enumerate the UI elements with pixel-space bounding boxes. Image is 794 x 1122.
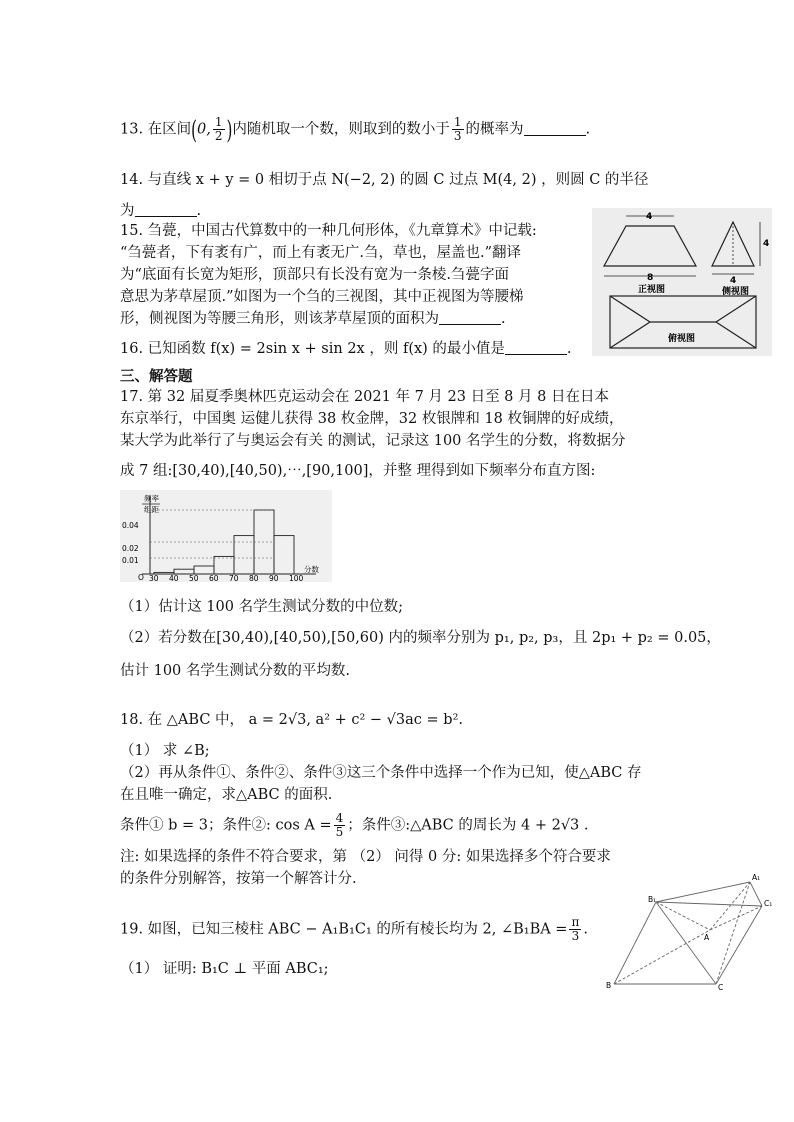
histogram-bar-3: [214, 556, 234, 574]
q17-line3: 某大学为此举行了与奥运会有关 的测试，记录这 100 名学生的分数，将数据分: [120, 433, 626, 449]
q17-sub2b: 估计 100 名学生测试分数的平均数.: [120, 663, 351, 679]
bottom-dim: 8: [647, 273, 654, 283]
q13-fraction: $\frac{1}{2}$: [214, 115, 223, 143]
section-title: 三、解答题: [120, 369, 193, 385]
x-tick-40: 40: [169, 574, 179, 582]
q17-sub1: （1）估计这 100 名学生测试分数的中位数;: [120, 599, 404, 615]
q15-line1: 15. 刍甍，中国古代算数中的一种几何形体，《九章算术》中记载:: [120, 223, 537, 239]
side-base-dim: 4: [730, 276, 737, 286]
answer-blank: [439, 310, 501, 325]
cos-fraction: $\frac{4}{5}$: [335, 811, 344, 839]
q18-line1: 18. 在 △ABC 中， a = 2√3, a² + c² − √3ac = b².: [120, 712, 463, 728]
q15-line3: 为“底面有长宽为矩形，顶部只有长没有宽为一条棱.刍甍字面: [120, 267, 510, 283]
top-dim: 4: [646, 212, 653, 222]
y-tick-0.02: 0.02: [122, 544, 139, 553]
q13-interval: 0,: [197, 121, 211, 138]
y-tick-0.04: 0.04: [122, 521, 139, 530]
histogram-svg: [120, 490, 332, 582]
histogram-bars: [150, 510, 294, 574]
q13-prefix: 13. 在区间: [120, 121, 192, 138]
q18-sub1: （1） 求 ∠B;: [120, 743, 210, 759]
q18-note1: 注: 如果选择的条件不符合要求，第 （2） 问得 0 分: 如果选择多个符合要求: [120, 849, 611, 865]
x-tick-100: 100: [289, 574, 304, 582]
q14-line2: 为 .: [120, 203, 202, 219]
x-tick-50: 50: [189, 574, 199, 582]
q13-mid: 内随机取一个数，则取到的数小于: [232, 121, 450, 138]
q17-line2: 东京举行，中国奥 运健儿获得 38 枚金牌，32 枚银牌和 18 枚铜牌的好成绩，: [120, 411, 624, 427]
side-view-label: 侧视图: [722, 287, 750, 297]
q13-fraction-2: $\frac{1}{3}$: [453, 115, 462, 143]
label-c1: C₁: [764, 899, 773, 908]
front-view: [604, 216, 696, 276]
label-a1: A₁: [752, 873, 761, 882]
top-view-label: 俯视图: [668, 334, 696, 344]
q15-line5: 形，侧视图为等腰三角形，则该茅草屋顶的面积为 .: [120, 311, 506, 327]
q13-line: 13. 在区间(0, $\frac{1}{2}$ )内随机取一个数，则取到的数小于 $\frac{1}{3}$ 的概率为 .: [120, 114, 591, 145]
label-b: B: [606, 981, 612, 990]
x-tick-90: 90: [269, 574, 279, 582]
y-label-bottom: 组距: [144, 505, 159, 514]
angle-fraction: $\frac{\pi}{3}$: [571, 915, 580, 943]
three-view-svg: [592, 208, 772, 356]
histogram-bar-6: [274, 536, 294, 574]
x-tick-80: 80: [249, 574, 259, 582]
x-tick-30: 30: [149, 574, 159, 582]
y-label-top: 频率: [144, 494, 159, 503]
prism-svg: [606, 866, 786, 994]
q15-line2: “刍甍者，下有袤有广，而上有袤无广.刍，草也，屋盖也.”翻译: [120, 245, 522, 261]
q16-line: 16. 已知函数 f(x) = 2sin x + sin 2x ，则 f(x) 的最小值是 .: [120, 341, 572, 357]
answer-blank: [524, 121, 586, 136]
label-a: A: [704, 933, 710, 942]
side-height-dim: 4: [763, 239, 770, 249]
q19-line1: 19. 如图，已知三棱柱 ABC − A₁B₁C₁ 的所有棱长均为 2, ∠B₁BA = $\frac{\pi}{3}$ .: [120, 915, 588, 943]
side-view: [712, 222, 760, 274]
prism-figure: [606, 866, 786, 994]
front-view-label: 正视图: [638, 285, 666, 295]
histogram-figure: [120, 490, 332, 582]
label-c: C: [718, 983, 724, 992]
x-ticks: [149, 574, 304, 582]
answer-blank: [505, 340, 567, 355]
q18-note2: 的条件分别解答，按第一个解答计分.: [120, 871, 357, 887]
q17-line1: 17. 第 32 届夏季奥林匹克运动会在 2021 年 7 月 23 日至 8 月 8 日在日本: [120, 389, 609, 405]
histogram-bar-4: [234, 536, 254, 574]
three-view-figure: [592, 208, 772, 356]
y-tick-0.01: 0.01: [122, 556, 139, 565]
q18-sub2b: 在且唯一确定，求△ABC 的面积.: [120, 787, 333, 803]
q17-line4: 成 7 组:[30,40),[40,50),⋯,[90,100]，并整 理得到如下频率分布直方图:: [120, 463, 596, 479]
q19-sub1: （1） 证明: B₁C ⊥ 平面 ABC₁;: [120, 961, 329, 977]
q14-line1: 14. 与直线 x + y = 0 相切于点 N(−2, 2) 的圆 C 过点 M(4, 2) ，则圆 C 的半径: [120, 172, 649, 188]
origin-label: O: [138, 573, 144, 582]
answer-blank: [135, 202, 197, 217]
q18-conditions: 条件① b = 3；条件②: cos A = $\frac{4}{5}$ ；条件③:△ABC 的周长为 4 + 2√3 .: [120, 811, 589, 839]
x-tick-70: 70: [229, 574, 239, 582]
q13-suffix: 的概率为: [465, 121, 524, 138]
q15-line4: 意思为茅草屋顶.”如图为一个刍的三视图，其中正视图为等腰梯: [120, 289, 524, 305]
label-b1: B₁: [648, 895, 657, 904]
x-tick-60: 60: [209, 574, 219, 582]
x-label: 分数: [304, 565, 319, 574]
q17-sub2: （2）若分数在[30,40),[40,50),[50,60) 内的频率分别为 p₁, p₂, p₃，且 2p₁ + p₂ = 0.05，: [120, 630, 721, 646]
q18-sub2a: （2）再从条件①、条件②、条件③这三个条件中选择一个作为已知，使△ABC 存: [120, 765, 642, 781]
histogram-bar-2: [194, 566, 214, 574]
